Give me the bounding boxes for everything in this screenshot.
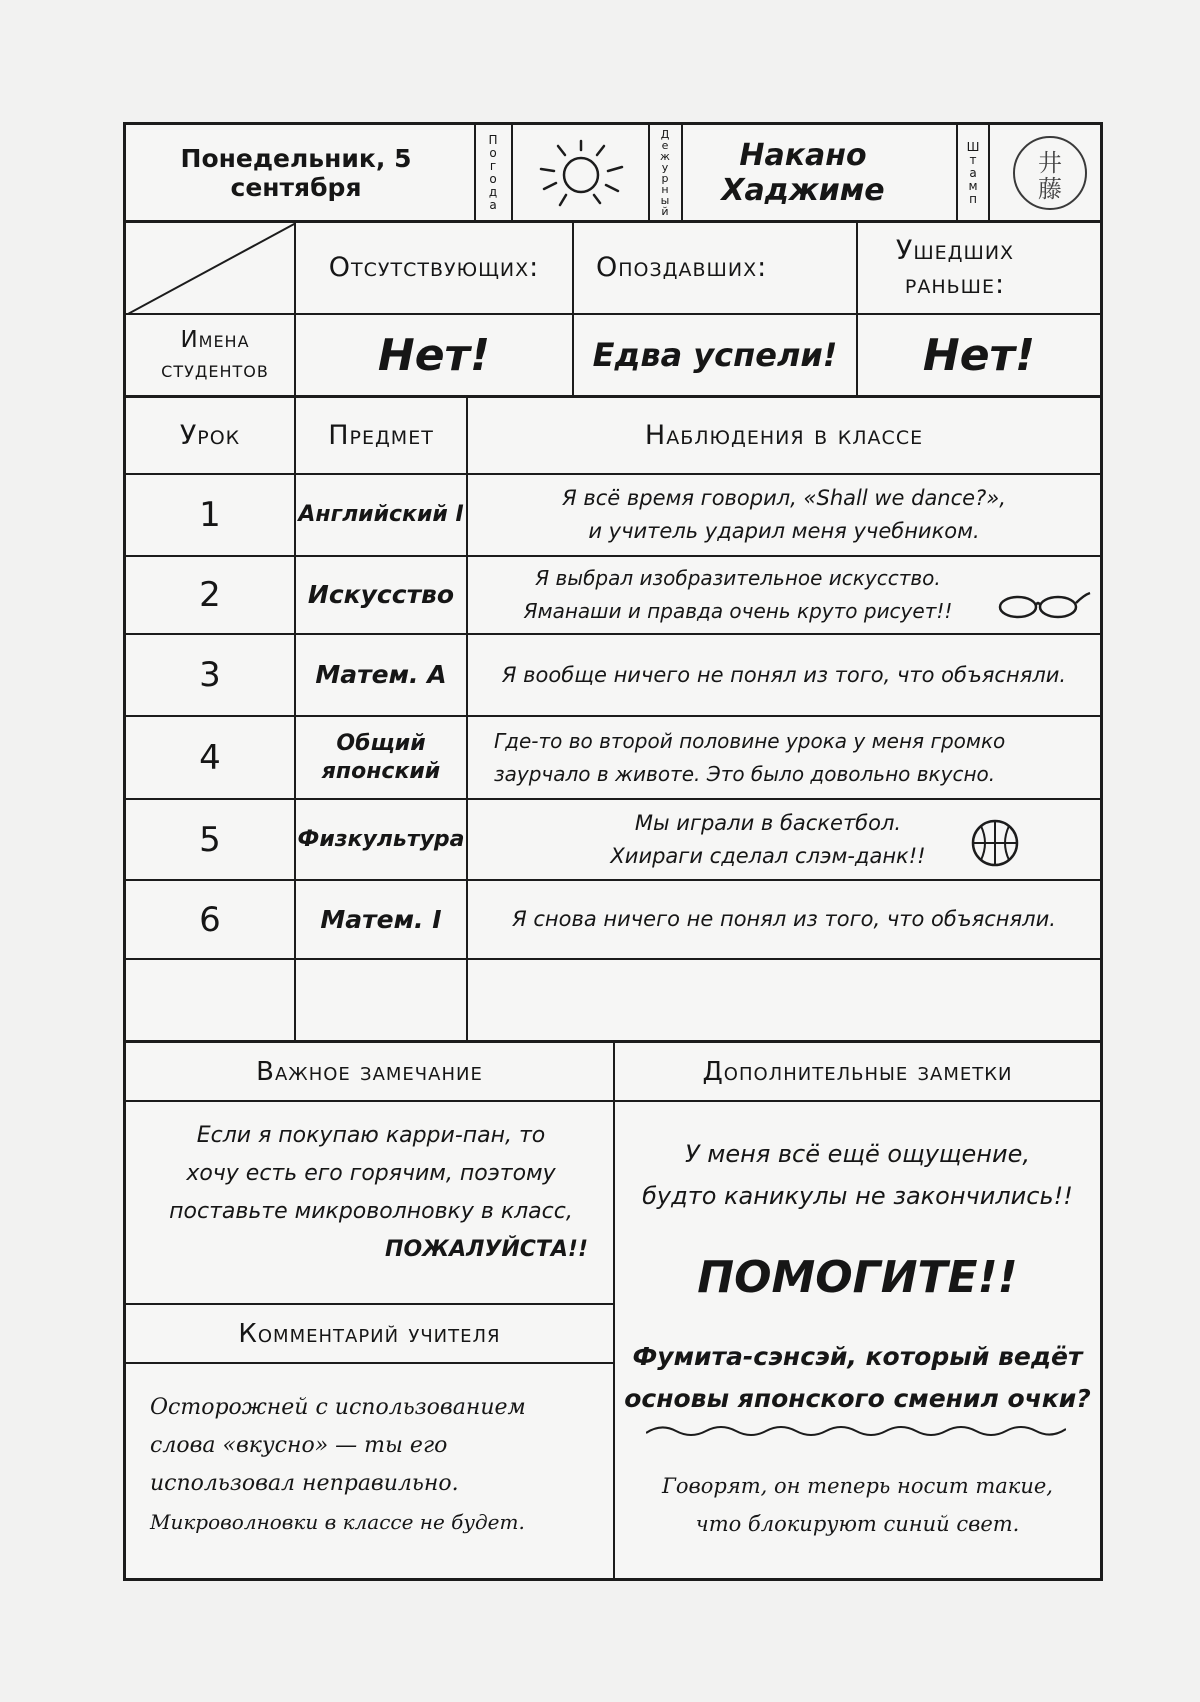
lesson-number: 5 (199, 819, 221, 860)
important-note-line: поставьте микроволновку в класс, (169, 1199, 573, 1224)
lesson-number: 4 (199, 737, 221, 778)
late-value: Едва успели! (592, 336, 838, 374)
lesson-number: 1 (199, 495, 221, 535)
teacher-comment-line: Микроволновки в классе не будет. (150, 1510, 525, 1534)
absent-header: Отсутствующих: (328, 252, 540, 283)
subject-header: Предмет (328, 419, 434, 451)
important-note-line: хочу есть его горячим, поэтому (186, 1161, 556, 1186)
stamp-label: Ш т а м п (966, 139, 980, 206)
duty-student-name: Накано Хаджиме (721, 137, 885, 208)
left-early-value: Нет! (922, 329, 1036, 381)
extra-note-answer (615, 1460, 1100, 1550)
basketball-icon (969, 817, 1021, 869)
lesson-observation: Я вообще ничего не понял из того, что объясняли. (501, 662, 1067, 687)
teacher-comment-title: Комментарий учителя (238, 1318, 501, 1349)
lesson-observation: Я снова ничего не понял из того, что объясняли. (512, 907, 1056, 931)
observation-line: Мы играли в баскетбол. (634, 810, 902, 835)
observations-header: Наблюдения в классе (644, 419, 924, 451)
glasses-icon (996, 585, 1092, 625)
observation-line: заурчало в животе. Это было довольно вкусно. (494, 761, 996, 786)
observation-line: Где-то во второй половине урока у меня громко (494, 728, 1006, 753)
absent-value: Нет! (377, 329, 491, 381)
late-header: Опоздавших: (596, 252, 768, 283)
extra-note-shout: ПОМОГИТЕ!! (697, 1251, 1018, 1303)
left-early-header: Ушедших раньше: (895, 235, 1015, 300)
important-note-body (136, 1102, 606, 1284)
observation-line: Яманаши и правда очень круто рисует!! (523, 599, 953, 623)
lesson-subject: Физкультура (297, 826, 465, 852)
stamp-icon (1010, 133, 1090, 213)
duty-label: Д е ж у р н ы й (660, 128, 670, 218)
important-note-emphasis: ПОЖАЛУЙСТА!! (385, 1237, 588, 1262)
teacher-comment-line: слова «вкусно» — ты его (150, 1433, 448, 1458)
important-note-title: Важное замечание (256, 1056, 483, 1087)
observation-line: Хиираги сделал слэм-данк!! (610, 843, 926, 868)
lesson-subject: Искусство (307, 580, 455, 609)
extra-notes-title: Дополнительные заметки (702, 1056, 1013, 1087)
stamp-text-top: 井 (1038, 149, 1062, 177)
important-note-line: Если я покупаю карри-пан, то (196, 1123, 546, 1148)
extra-note-line: У меня всё ещё ощущение, (685, 1140, 1030, 1168)
extra-answer-line: Говорят, он теперь носит такие, (662, 1474, 1053, 1498)
wavy-underline-icon (646, 1421, 1066, 1441)
weather-label: П о г о д а (488, 133, 498, 212)
stamp-text-bottom: 藤 (1038, 175, 1062, 203)
observation-line: и учитель ударил меня учебником. (588, 519, 980, 543)
teacher-comment-line: Осторожней с использованием (150, 1395, 526, 1420)
teacher-comment-body (150, 1375, 610, 1555)
lesson-observation (468, 475, 1100, 555)
extra-answer-line: что блокируют синий свет. (695, 1512, 1020, 1536)
diagonal-divider (126, 223, 296, 315)
lesson-subject: Матем. I (320, 904, 442, 934)
extra-note-summer (615, 1130, 1100, 1220)
observation-line: Я всё время говорил, «Shall we dance?», (562, 486, 1006, 510)
lesson-header: Урок (179, 419, 241, 451)
lesson-subject: Английский I (298, 502, 464, 527)
lesson-number: 3 (199, 655, 221, 695)
extra-note-line: будто каникулы не закончились!! (642, 1182, 1073, 1210)
teacher-comment-line: использовал неправильно. (150, 1471, 459, 1496)
student-names-label: Имена студентов (161, 327, 269, 383)
extra-note-question (615, 1332, 1100, 1424)
class-diary-sheet (123, 122, 1103, 1581)
lesson-number: 6 (199, 899, 221, 940)
lesson-subject: Матем. A (315, 660, 447, 689)
lesson-number: 2 (199, 575, 221, 615)
lesson-observation (468, 557, 1008, 633)
extra-question-line: Фумита-сэнсэй, который ведёт (632, 1342, 1083, 1371)
extra-question-line: основы японского сменил очки? (624, 1384, 1091, 1413)
diary-date: Понедельник, 5 сентября (180, 143, 412, 202)
lesson-observation (468, 717, 1100, 798)
lesson-subject: Общий японский (321, 730, 441, 784)
observation-line: Я выбрал изобразительное искусство. (535, 566, 941, 590)
sun-icon (536, 133, 626, 213)
